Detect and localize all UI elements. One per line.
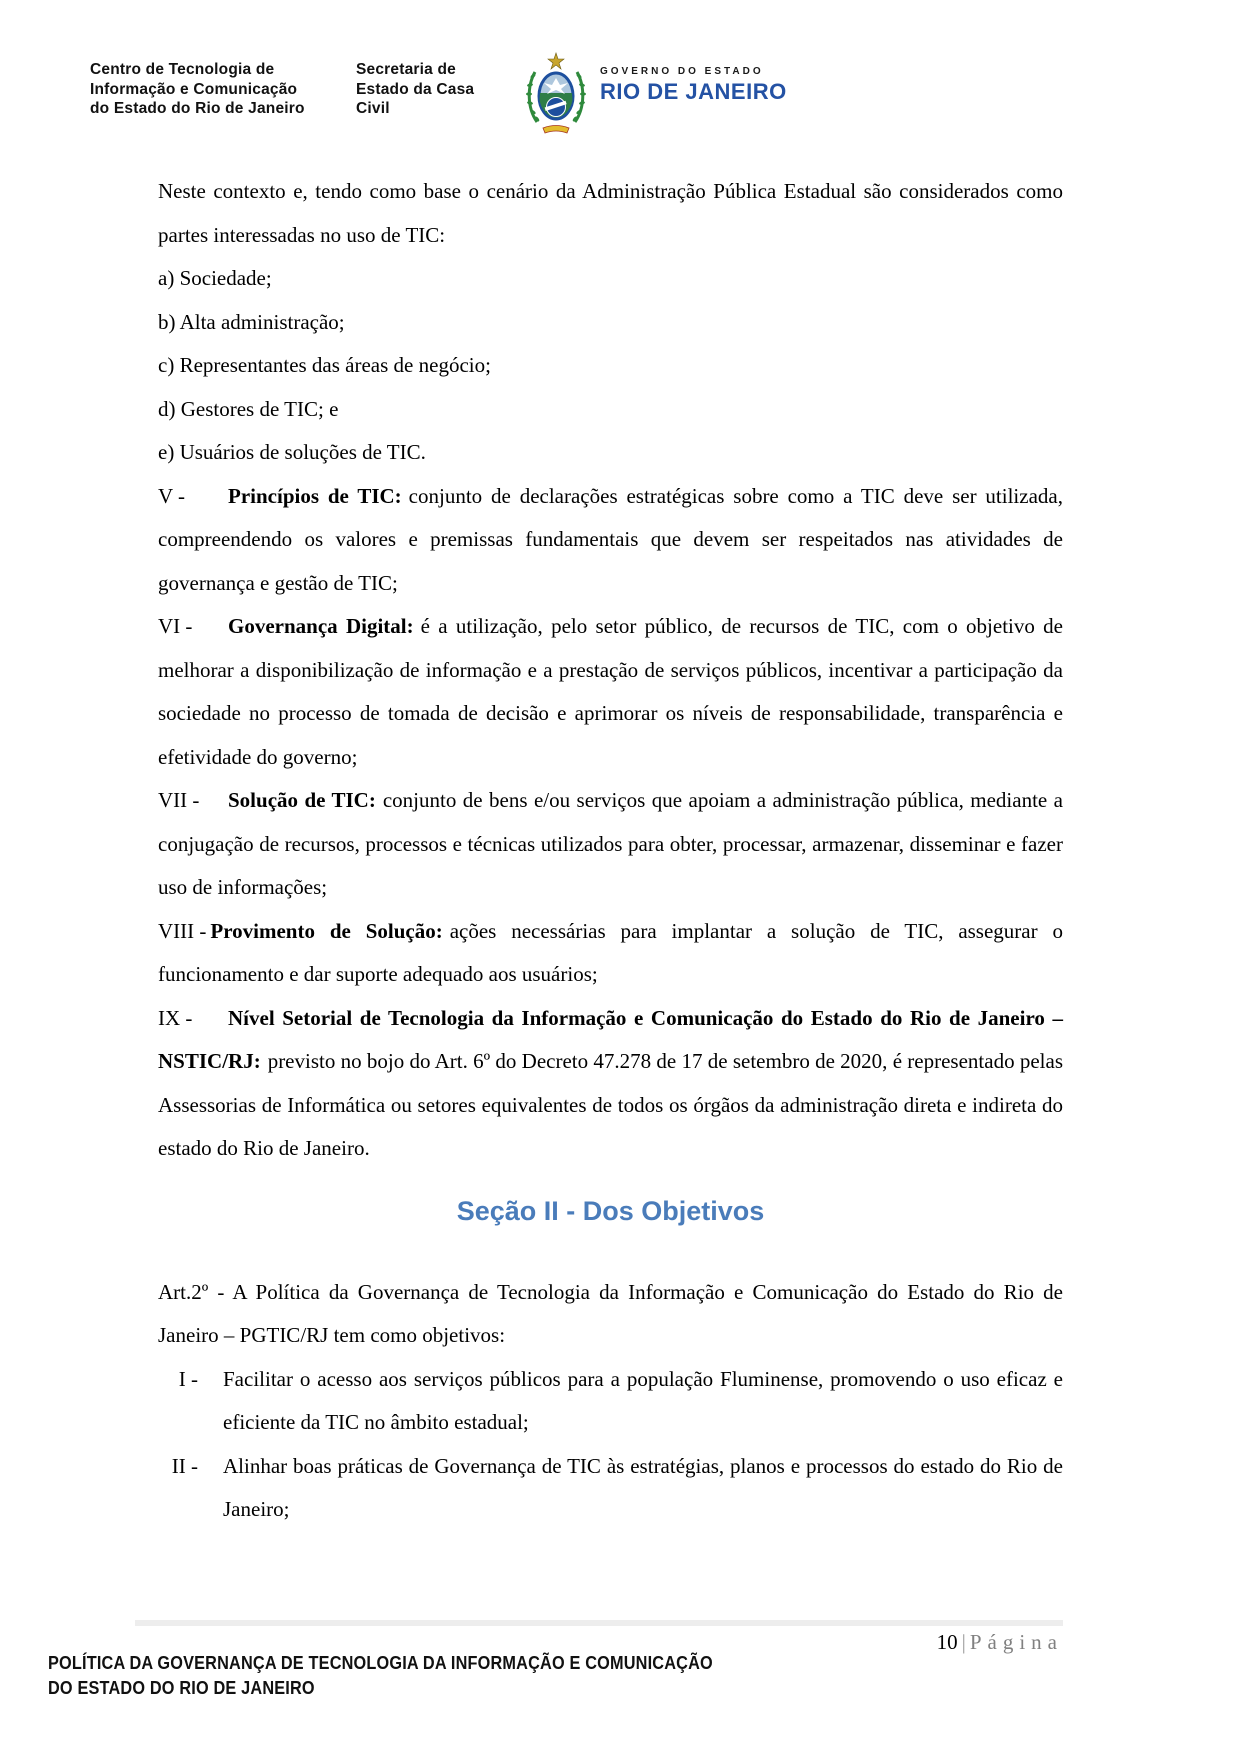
objective-item-i-text: Facilitar o acesso aos serviços públicos para a população Fluminense, promovendo o uso eficaz e eficiente da TIC no âmbito estadual; <box>223 1366 1063 1434</box>
org-ctic-line2: Informação e Comunicação <box>90 80 298 98</box>
header-org-ctic <box>90 60 305 119</box>
org-ctic-line3: do Estado do Rio de Janeiro <box>90 100 305 117</box>
roman-item-vi-marker: VI - <box>158 614 193 638</box>
page-number-value: 10 <box>936 1630 958 1654</box>
roman-item-viii-text: ações necessárias para implantar a solução de TIC, assegurar o funcionamento e dar suporte adequado aos usuários; <box>158 918 1063 986</box>
roman-item-ix-marker: IX - <box>158 1005 193 1030</box>
roman-item-v-term: Princípios de TIC: <box>228 483 402 508</box>
page-number-separator: | <box>961 1630 966 1654</box>
objective-item-i <box>158 1358 1063 1445</box>
roman-item-ix-text: previsto no bojo do Art. 6º do Decreto 47.278 de 17 de setembro de 2020, é representado pelas Assessorias de Informática ou setores equivalentes de todos os órgãos da administração direta e indireta do estado do Rio de Janeiro. <box>158 1049 1063 1160</box>
org-casa-civil-line3: Civil <box>356 100 390 117</box>
objective-item-ii <box>158 1445 1063 1532</box>
footer-title-line1: POLÍTICA DA GOVERNANÇA DE TECNOLOGIA DA INFORMAÇÃO E COMUNICAÇÃO <box>48 1652 713 1673</box>
roman-item-vii <box>158 779 1063 910</box>
roman-item-viii-marker: VIII - <box>158 918 207 943</box>
roman-item-ix-term: Nível Setorial de Tecnologia da Informação e Comunicação do Estado do Rio de Janeiro – NSTIC/RJ: <box>158 1005 1063 1073</box>
list-item-b: b) Alta administração; <box>158 309 345 334</box>
roman-item-v-text: conjunto de declarações estratégicas sobre como a TIC deve ser utilizada, compreendendo os valores e premissas fundamentais que devem ser respeitados nas atividades de governança e gestão de TIC; <box>158 483 1063 595</box>
org-casa-civil-line1: Secretaria de <box>356 61 456 78</box>
objective-item-ii-marker: II - <box>171 1453 198 1478</box>
document-body <box>158 170 1063 1532</box>
logo-rio-de-janeiro-label: RIO DE JANEIRO <box>600 79 787 104</box>
footer-document-title <box>48 1650 713 1700</box>
page-number <box>937 1630 1063 1655</box>
roman-item-vii-text: conjunto de bens e/ou serviços que apoiam a administração pública, mediante a conjugação de recursos, processos e técnicas utilizados para obter, processar, armazenar, disseminar e fazer uso de informações; <box>158 788 1063 899</box>
org-ctic-line1: Centro de Tecnologia de <box>90 61 275 78</box>
list-item-a: a) Sociedade; <box>158 266 272 290</box>
roman-item-ix <box>158 997 1063 1171</box>
roman-item-vi-text: é a utilização, pelo setor público, de recursos de TIC, com o objetivo de melhorar a disponibilização de informação e a prestação de serviços públicos, incentivar a participação da sociedade no processo de tomada de decisão e aprimorar os níveis de responsabilidade, transparência e efetividade do governo; <box>158 614 1063 769</box>
list-item-e: e) Usuários de soluções de TIC. <box>158 440 426 464</box>
objective-item-i-marker: I - <box>178 1366 198 1391</box>
roman-item-v <box>158 475 1063 606</box>
page-number-word: Página <box>969 1630 1063 1654</box>
list-item-c: c) Representantes das áreas de negócio; <box>158 353 491 377</box>
objective-item-ii-text: Alinhar boas práticas de Governança de TIC às estratégias, planos e processos do estado do Rio de Janeiro; <box>223 1453 1063 1521</box>
article-2-paragraph: Art.2º - A Política da Governança de Tecnologia da Informação e Comunicação do Estado do Rio de Janeiro – PGTIC/RJ tem como objetivos: <box>158 1279 1063 1347</box>
footer-divider <box>135 1620 1063 1626</box>
section-heading: Seção II - Dos Objetivos <box>456 1195 765 1226</box>
government-logo-text <box>600 66 787 105</box>
list-item-d: d) Gestores de TIC; e <box>158 396 339 421</box>
rio-de-janeiro-coat-of-arms-icon <box>521 52 591 143</box>
roman-item-vii-marker: VII - <box>158 788 200 812</box>
org-casa-civil-line2: Estado da Casa <box>356 80 475 98</box>
footer-title-line2: DO ESTADO DO RIO DE JANEIRO <box>48 1677 315 1698</box>
roman-item-vi-term: Governança Digital: <box>228 614 414 638</box>
logo-governo-do-estado-label: GOVERNO DO ESTADO <box>600 66 764 77</box>
header-org-casa-civil <box>356 60 474 119</box>
intro-paragraph: Neste contexto e, tendo como base o cenário da Administração Pública Estadual são considerados como partes interessadas no uso de TIC: <box>158 179 1063 247</box>
roman-item-vi <box>158 605 1063 779</box>
roman-item-viii-term: Provimento de Solução: <box>210 918 443 943</box>
roman-item-v-marker: V - <box>158 483 186 508</box>
roman-item-viii <box>158 910 1063 997</box>
roman-item-vii-term: Solução de TIC: <box>228 788 376 812</box>
